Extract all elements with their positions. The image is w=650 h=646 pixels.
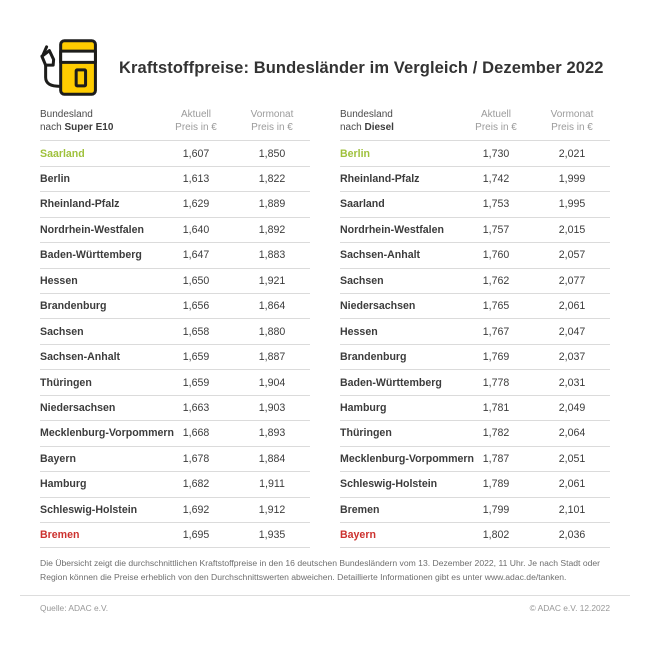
previous-price: 1,864	[258, 300, 286, 313]
state-name: Saarland	[340, 198, 385, 211]
current-price: 1,762	[482, 274, 510, 287]
previous-price: 1,883	[258, 249, 286, 262]
current-price: 1,659	[182, 376, 210, 389]
previous-price: 1,880	[258, 325, 286, 338]
footnote-text: Die Übersicht zeigt die durchschnittlichen Kraftstoffpreise in den 16 deutschen Bundesländern vom 13. Dezember 2022, 11 Uhr. Je nach Stadt oder Region können die Preise erheblich von den Durchschnittswerten abweichen. Detaillierte Informationen gibt es unter www.adac.de/tanken.	[40, 558, 601, 582]
previous-price: 2,051	[558, 452, 586, 465]
table-row	[40, 294, 310, 319]
previous-price: 1,889	[258, 198, 286, 211]
state-name: Mecklenburg-Vorpommern	[340, 452, 475, 465]
state-name: Hessen	[40, 274, 78, 287]
current-price: 1,760	[482, 249, 510, 262]
table-row	[340, 421, 610, 446]
table-header	[340, 108, 610, 141]
table-row	[40, 396, 310, 421]
current-price: 1,629	[182, 198, 210, 211]
previous-price: 2,064	[558, 427, 586, 440]
table-row	[340, 319, 610, 344]
state-name: Baden-Württemberg	[40, 249, 142, 262]
previous-price: 2,061	[558, 478, 586, 491]
current-price: 1,789	[482, 478, 510, 491]
state-name: Thüringen	[340, 427, 392, 440]
current-price: 1,692	[182, 503, 210, 516]
state-name: Sachsen	[40, 325, 84, 338]
table-body	[40, 141, 310, 548]
price-table-diesel	[340, 108, 610, 548]
state-name: Bremen	[340, 503, 380, 516]
previous-price: 2,077	[558, 274, 586, 287]
column-header-vormonat: Vormonat Preis in €	[250, 109, 294, 134]
previous-price: 1,884	[258, 452, 286, 465]
state-name: Brandenburg	[340, 351, 407, 364]
state-name: Sachsen	[340, 274, 384, 287]
state-name: Bayern	[40, 452, 76, 465]
state-name: Thüringen	[40, 376, 92, 389]
previous-price: 1,903	[258, 401, 286, 414]
current-price: 1,782	[482, 427, 510, 440]
previous-price: 2,037	[558, 351, 586, 364]
state-name: Sachsen-Anhalt	[340, 249, 421, 262]
table-row	[40, 141, 310, 166]
price-table-super-e10	[40, 108, 310, 548]
table-row	[340, 447, 610, 472]
source-label: Quelle: ADAC e.V.	[40, 603, 109, 614]
column-header-aktuell: Aktuell Preis in €	[175, 109, 217, 134]
previous-price: 1,911	[259, 478, 285, 491]
table-row	[40, 421, 310, 446]
current-price: 1,663	[182, 401, 210, 414]
current-price: 1,659	[182, 351, 210, 364]
table-row	[340, 294, 610, 319]
table-row	[40, 370, 310, 395]
previous-price: 1,912	[258, 503, 286, 516]
table-row	[40, 243, 310, 268]
state-name: Hamburg	[340, 401, 387, 414]
copyright-label: © ADAC e.V. 12.2022	[529, 603, 610, 614]
previous-price: 2,015	[558, 223, 586, 236]
table-row	[340, 396, 610, 421]
table-row	[340, 218, 610, 243]
table-row	[40, 345, 310, 370]
header	[40, 33, 610, 103]
table-row	[340, 167, 610, 192]
previous-price: 1,935	[258, 529, 286, 542]
current-price: 1,767	[482, 325, 510, 338]
previous-price: 1,850	[258, 147, 286, 160]
previous-price: 1,999	[558, 173, 586, 186]
current-price: 1,781	[482, 401, 510, 414]
state-name: Bremen	[40, 529, 80, 542]
table-row	[40, 319, 310, 344]
fuel-pump-icon	[40, 35, 102, 101]
fuel-type-label: Super E10	[64, 122, 114, 134]
previous-price: 1,921	[258, 274, 286, 287]
previous-price: 2,057	[558, 249, 586, 262]
state-name: Bayern	[340, 529, 376, 542]
state-name: Hamburg	[40, 478, 87, 491]
footer	[40, 596, 610, 613]
current-price: 1,695	[182, 529, 210, 542]
column-header-bundesland: Bundesland nach Super E10	[40, 109, 114, 134]
current-price: 1,647	[182, 249, 210, 262]
table-row	[40, 498, 310, 523]
table-row	[340, 192, 610, 217]
state-name: Rheinland-Pfalz	[340, 173, 420, 186]
state-name: Sachsen-Anhalt	[40, 351, 121, 364]
state-name: Schleswig-Holstein	[340, 478, 438, 491]
current-price: 1,787	[482, 452, 510, 465]
table-row	[40, 447, 310, 472]
previous-price: 1,904	[258, 376, 286, 389]
previous-price: 2,061	[558, 300, 586, 313]
previous-price: 1,893	[258, 427, 286, 440]
table-row	[40, 167, 310, 192]
current-price: 1,799	[482, 503, 510, 516]
table-row	[340, 523, 610, 548]
column-header-vormonat: Vormonat Preis in €	[550, 109, 594, 134]
state-name: Schleswig-Holstein	[40, 503, 138, 516]
state-name: Hessen	[340, 325, 378, 338]
table-header	[40, 108, 310, 141]
current-price: 1,650	[182, 274, 210, 287]
table-body	[340, 141, 610, 548]
state-name: Berlin	[40, 173, 71, 186]
table-row	[40, 269, 310, 294]
previous-price: 1,887	[258, 351, 286, 364]
previous-price: 2,031	[558, 376, 586, 389]
table-row	[340, 472, 610, 497]
current-price: 1,769	[482, 351, 510, 364]
column-header-aktuell: Aktuell Preis in €	[475, 109, 517, 134]
previous-price: 2,047	[558, 325, 586, 338]
previous-price: 1,892	[258, 223, 286, 236]
previous-price: 2,049	[558, 401, 586, 414]
current-price: 1,765	[482, 300, 510, 313]
state-name: Mecklenburg-Vorpommern	[40, 427, 175, 440]
column-header-bundesland: Bundesland nach Diesel	[340, 109, 394, 134]
table-row	[40, 218, 310, 243]
current-price: 1,678	[182, 452, 210, 465]
current-price: 1,656	[182, 300, 210, 313]
state-name: Niedersachsen	[340, 300, 416, 313]
current-price: 1,742	[482, 173, 510, 186]
state-name: Baden-Württemberg	[340, 376, 442, 389]
table-row	[40, 472, 310, 497]
current-price: 1,778	[482, 376, 510, 389]
table-row	[40, 523, 310, 548]
current-price: 1,682	[182, 478, 210, 491]
page-title: Kraftstoffpreise: Bundesländer im Vergleich / Dezember 2022	[119, 58, 604, 77]
previous-price: 2,021	[558, 147, 586, 160]
table-row	[340, 370, 610, 395]
state-name: Brandenburg	[40, 300, 107, 313]
current-price: 1,607	[182, 147, 210, 160]
state-name: Rheinland-Pfalz	[40, 198, 120, 211]
table-row	[340, 498, 610, 523]
state-name: Berlin	[340, 147, 371, 160]
table-row	[40, 192, 310, 217]
state-name: Nordrhein-Westfalen	[340, 223, 444, 236]
state-name: Nordrhein-Westfalen	[40, 223, 144, 236]
state-name: Niedersachsen	[40, 401, 116, 414]
table-row	[340, 269, 610, 294]
current-price: 1,757	[482, 223, 510, 236]
current-price: 1,802	[482, 529, 510, 542]
current-price: 1,668	[182, 427, 210, 440]
table-row	[340, 141, 610, 166]
previous-price: 1,995	[558, 198, 586, 211]
previous-price: 2,036	[558, 529, 586, 542]
current-price: 1,640	[182, 223, 210, 236]
state-name: Saarland	[40, 147, 85, 160]
table-row	[340, 243, 610, 268]
current-price: 1,753	[482, 198, 510, 211]
current-price: 1,658	[182, 325, 210, 338]
fuel-type-label: Diesel	[364, 122, 394, 134]
current-price: 1,730	[482, 147, 510, 160]
current-price: 1,613	[182, 173, 210, 186]
previous-price: 1,822	[258, 173, 286, 186]
previous-price: 2,101	[558, 503, 586, 516]
table-row	[340, 345, 610, 370]
price-tables	[40, 108, 610, 548]
